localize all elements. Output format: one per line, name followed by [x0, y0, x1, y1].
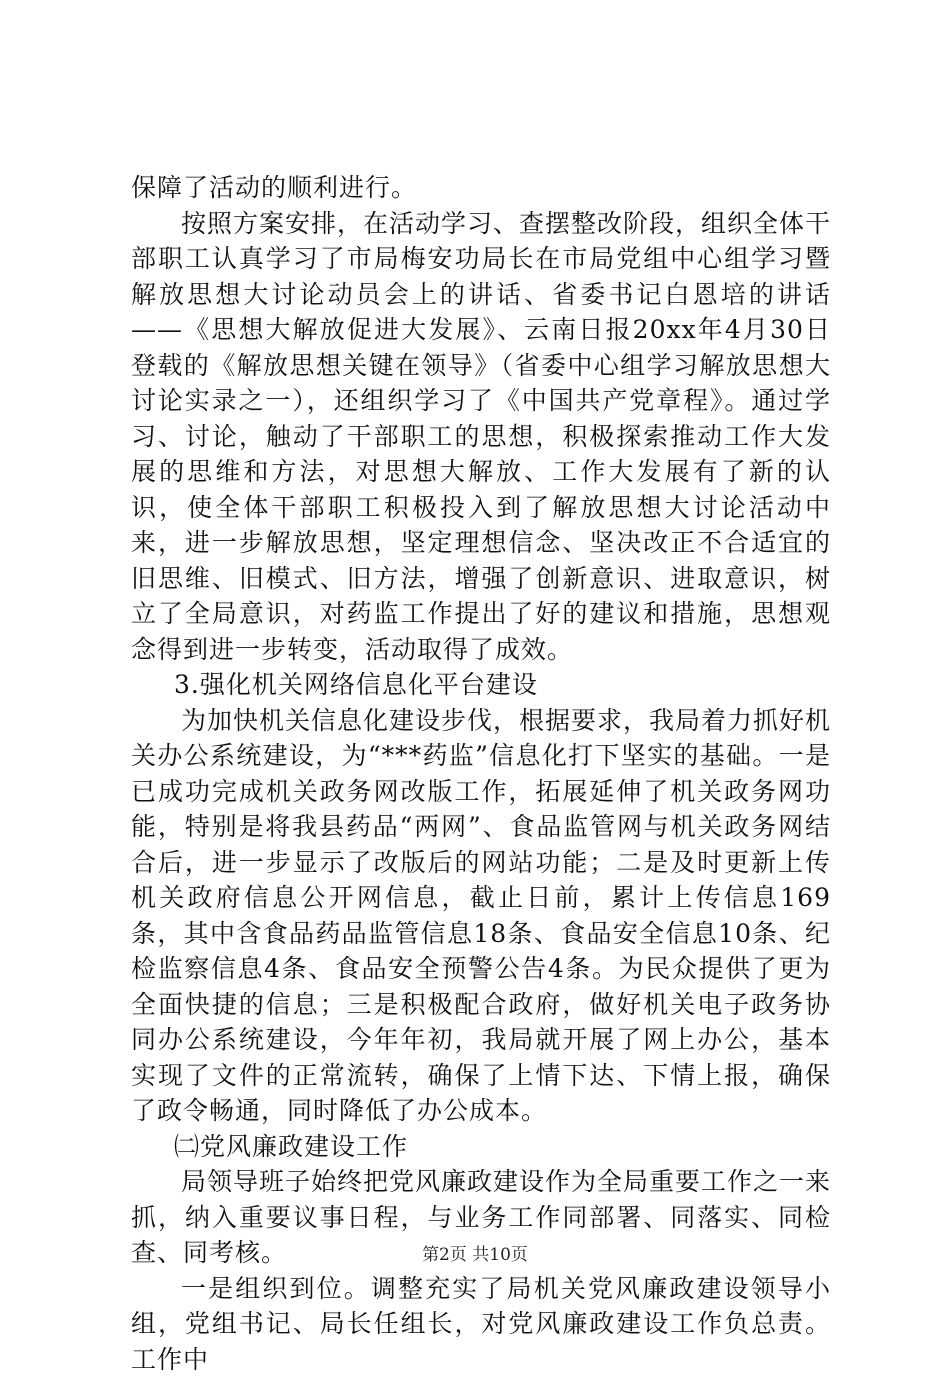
paragraph-organization: 一是组织到位。调整充实了局机关党风廉政建设领导小组，党组书记、局长任组长，对党风廉政建设工作负总责。工作中 [131, 1271, 831, 1377]
paragraph-continuation: 保障了活动的顺利进行。 [131, 170, 831, 206]
document-body [131, 170, 831, 1377]
paragraph-study-arrangement: 按照方案安排，在活动学习、查摆整改阶段，组织全体干部职工认真学习了市局梅安功局长在市局党组中心组学习暨解放思想大讨论动员会上的讲话、省委书记白恩培的讲话——《思想大解放促进大发展》、云南日报20xx年4月30日登载的《解放思想关键在领导》（省委中心组学习解放思想大讨论实录之一），还组织学习了《中国共产党章程》。通过学习、讨论，触动了干部职工的思想，积极探索推动工作大发展的思维和方法，对思想大解放、工作大发展有了新的认识，使全体干部职工积极投入到了解放思想大讨论活动中来，进一步解放思想，坚定理想信念、坚决改正不合适宜的旧思维、旧模式、旧方法，增强了创新意识、进取意识，树立了全局意识，对药监工作提出了好的建议和措施，思想观念得到进一步转变，活动取得了成效。 [131, 206, 831, 668]
page-footer: 第2页 共10页 [0, 1244, 950, 1266]
section-heading-party-integrity: ㈡党风廉政建设工作 [131, 1129, 831, 1165]
section-heading-network-platform: 3.强化机关网络信息化平台建设 [131, 667, 831, 703]
paragraph-leadership-priority: 局领导班子始终把党风廉政建设作为全局重要工作之一来抓，纳入重要议事日程，与业务工作同部署、同落实、同检查、同考核。 [131, 1164, 831, 1271]
paragraph-informatization: 为加快机关信息化建设步伐，根据要求，我局着力抓好机关办公系统建设，为“***药监”信息化打下坚实的基础。一是已成功完成机关政务网改版工作，拓展延伸了机关政务网功能，特别是将我县药品“两网”、食品监管网与机关政务网结合后，进一步显示了改版后的网站功能；二是及时更新上传机关政府信息公开网信息，截止日前，累计上传信息169条，其中含食品药品监管信息18条、食品安全信息10条、纪检监察信息4条、食品安全预警公告4条。为民众提供了更为全面快捷的信息；三是积极配合政府，做好机关电子政务协同办公系统建设，今年年初，我局就开展了网上办公，基本实现了文件的正常流转，确保了上情下达、下情上报，确保了政令畅通，同时降低了办公成本。 [131, 703, 831, 1129]
